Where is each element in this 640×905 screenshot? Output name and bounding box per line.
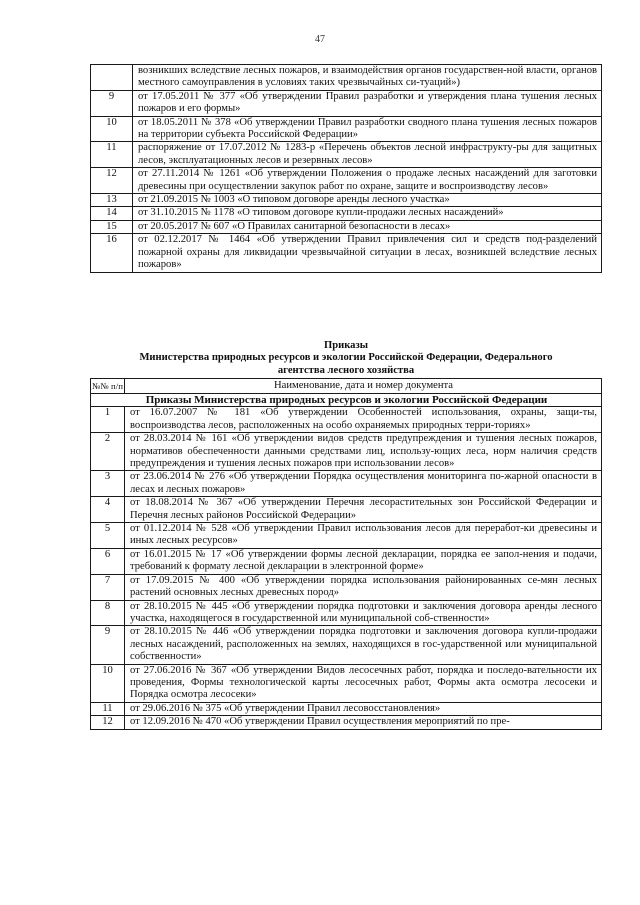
table-row: [91, 407, 602, 433]
row-document-title: от 02.12.2017 № 1464 «Об утверждении Правил привлечения сил и средств под-разделений пожарной охраны для ликвидации чрезвычайной ситуации в лесах, возникшей вследствие лесных пожаров»: [133, 234, 602, 272]
table-section-title-row: [91, 394, 602, 407]
table-row: [91, 207, 602, 220]
row-number: 8: [91, 600, 125, 626]
row-number: 12: [91, 168, 133, 194]
table-header-row: [91, 379, 602, 394]
row-document-title: от 16.07.2007 № 181 «Об утверждении Особенностей использования, охраны, защи-ты, воспроизводства лесов, расположенных на особо охраняемых природных терри-ториях»: [125, 407, 602, 433]
table-row: [91, 523, 602, 549]
row-number: 7: [91, 574, 125, 600]
section-heading-line-1: Приказы: [323, 340, 368, 351]
row-document-title: от 21.09.2015 № 1003 «О типовом договоре аренды лесного участка»: [133, 194, 602, 207]
government-decrees-table-continued: [90, 64, 602, 273]
row-number: 13: [91, 194, 133, 207]
row-document-title: от 17.09.2015 № 400 «Об утверждении порядка использования районированных се-мян лесных растений основных лесных древесных пород»: [125, 574, 602, 600]
row-document-title: от 18.08.2014 № 367 «Об утверждении Перечня лесорастительных зон Российской Федерации и Перечня лесных районов Российской Федерации»: [125, 497, 602, 523]
row-number: 12: [91, 716, 125, 729]
row-number: [91, 65, 133, 91]
row-document-title: от 31.10.2015 № 1178 «О типовом договоре купли-продажи лесных насаждений»: [133, 207, 602, 220]
row-document-title: от 18.05.2011 № 378 «Об утверждении Правил разработки сводного плана тушения лесных пожаров на территории субъекта Российской Федерации»: [133, 116, 602, 142]
table-row: [91, 716, 602, 729]
table-row: [91, 471, 602, 497]
row-document-title: от 28.10.2015 № 446 «Об утверждении порядка подготовки и заключения договора купли-продажи лесных насаждений, расположенных на землях, находящихся в гос-ударственной или муниципальной собственности»: [125, 626, 602, 664]
row-number: 1: [91, 407, 125, 433]
row-number: 9: [91, 90, 133, 116]
row-document-title: от 27.06.2016 № 367 «Об утверждении Видов лесосечных работ, порядка и последо-вательности их проведения, Формы технологической карты лесосечных работ, Формы акта осмотра лесосеки и Порядка осмотра лесосеки»: [125, 664, 602, 702]
ministry-orders-table: [90, 378, 602, 730]
row-document-title: от 28.10.2015 № 445 «Об утверждении порядка подготовки и заключения договора аренды лесного участка, находящегося в государственной или муниципальной соб-ственности»: [125, 600, 602, 626]
table-row: [91, 194, 602, 207]
row-document-title: от 20.05.2017 № 607 «О Правилах санитарной безопасности в лесах»: [133, 220, 602, 233]
table-row: [91, 90, 602, 116]
header-number-column: №№ п/п: [91, 379, 125, 394]
table-row: [91, 600, 602, 626]
row-number: 2: [91, 433, 125, 471]
row-document-title: от 28.03.2014 № 161 «Об утверждении видов средств предупреждения и тушения лесных пожаров, нормативов обеспеченности данными средствами лиц, использу-ющих леса, норм наличия средств предупреждения и тушения лесных пожаров при использовании лесов»: [125, 433, 602, 471]
row-document-title: от 23.06.2014 № 276 «Об утверждении Порядка осуществления мониторинга по-жарной опасности в лесах и лесных пожаров»: [125, 471, 602, 497]
table-row: [91, 168, 602, 194]
table-row: [91, 626, 602, 664]
table-row: [91, 116, 602, 142]
row-number: 9: [91, 626, 125, 664]
row-document-title: распоряжение от 17.07.2012 № 1283-р «Перечень объектов лесной инфраструкту-ры для защитных лесов, эксплуатационных лесов и резервных лесов»: [133, 142, 602, 168]
row-document-title: от 17.05.2011 № 377 «Об утверждении Правил разработки и утверждения плана тушения лесных пожаров и его формы»: [133, 90, 602, 116]
row-document-title: от 01.12.2014 № 528 «Об утверждении Правил использования лесов для переработ-ки древесины и иных лесных ресурсов»: [125, 523, 602, 549]
row-number: 6: [91, 548, 125, 574]
row-number: 4: [91, 497, 125, 523]
section-heading-line-2: Министерства природных ресурсов и экологии Российской Федерации, Федерального: [139, 352, 553, 364]
row-document-title: от 16.01.2015 № 17 «Об утверждении формы лесной декларации, порядка ее запол-нения и подачи, требований к формату лесной декларации в электронной форме»: [125, 548, 602, 574]
section-heading: [90, 340, 602, 377]
table-row: [91, 65, 602, 91]
row-number: 16: [91, 234, 133, 272]
row-number: 10: [91, 116, 133, 142]
table-row: [91, 497, 602, 523]
row-number: 10: [91, 664, 125, 702]
table-row: [91, 548, 602, 574]
page-number: 47: [315, 34, 325, 45]
section-heading-line-3: агентства лесного хозяйства: [277, 364, 415, 376]
table-row: [91, 234, 602, 272]
table-row: [91, 664, 602, 702]
row-number: 5: [91, 523, 125, 549]
row-number: 14: [91, 207, 133, 220]
row-number: 3: [91, 471, 125, 497]
table-row: [91, 574, 602, 600]
row-number: 15: [91, 220, 133, 233]
row-document-title: от 12.09.2016 № 470 «Об утверждении Правил осуществления мероприятий по пре-: [125, 716, 602, 729]
row-number: 11: [91, 142, 133, 168]
table-row: [91, 433, 602, 471]
header-name-column: Наименование, дата и номер документа: [125, 379, 602, 394]
table-row: [91, 142, 602, 168]
table-row: [91, 702, 602, 715]
table-row: [91, 220, 602, 233]
row-document-title: от 27.11.2014 № 1261 «Об утверждении Положения о продаже лесных насаждений для заготовки древесины при осуществлении закупок работ по охране, защите и воспроизводству лесов»: [133, 168, 602, 194]
row-document-title: возникших вследствие лесных пожаров, и взаимодействия органов государствен-ной власти, органов местного самоуправления в условиях таких чрезвычайных си-туаций»): [133, 65, 602, 91]
row-number: 11: [91, 702, 125, 715]
row-document-title: от 29.06.2016 № 375 «Об утверждении Правил лесовосстановления»: [125, 702, 602, 715]
table-section-title: Приказы Министерства природных ресурсов и экологии Российской Федерации: [91, 394, 602, 407]
